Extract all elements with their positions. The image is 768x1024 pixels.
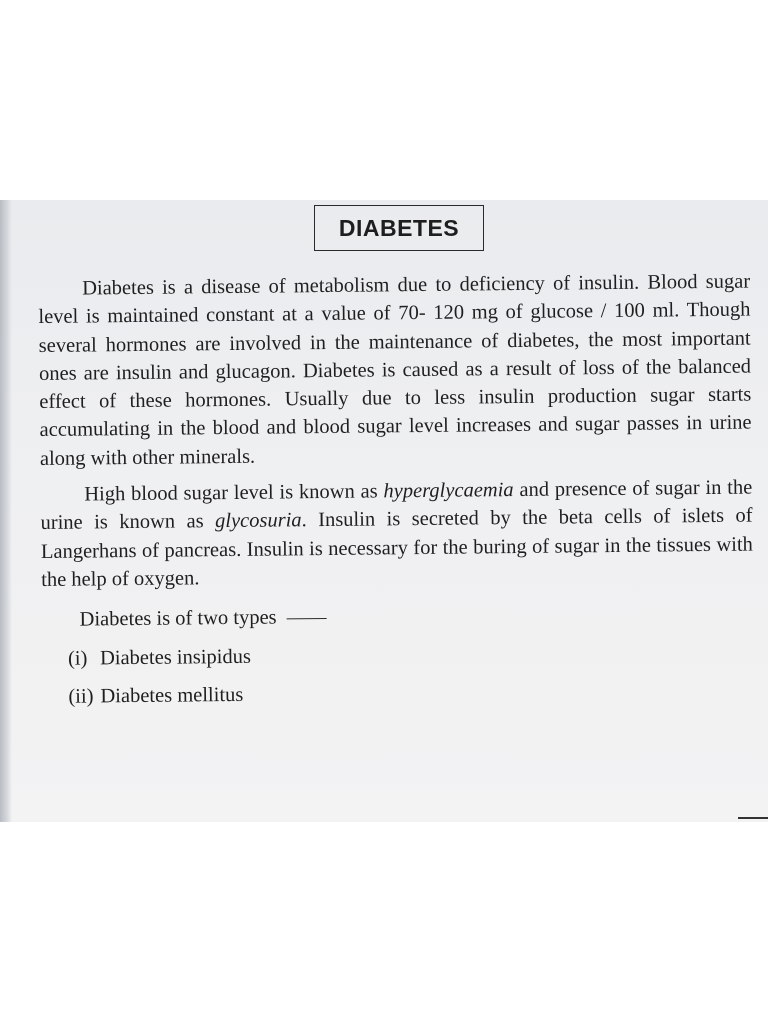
paragraph-1: Diabetes is a disease of metabolism due to deficiency of insulin. Blood sugar level is maintained constant at a value of 70- 120 mg of glucose / 100 ml. Though several hormones are involved in the maintenance of diabetes, the most important ones are insulin and glucagon. Diabetes is caused as a result of loss of the balanced effect of these hormones. Usually due to less insulin production sugar starts accumulating in the blood and blood sugar level increases and sugar passes in urine along with other minerals.: [38, 270, 752, 470]
list-item-label: Diabetes mellitus: [100, 683, 244, 708]
page-binding-shadow: [0, 200, 12, 822]
paragraph-2-part-c: . Insulin is secreted by the beta cells of islets of Langerhans of pancreas. Insulin is necessary for the buring of sugar in the tissues with the help of oxygen.: [40, 504, 753, 591]
list-marker: (i): [67, 647, 88, 670]
types-list: [42, 637, 755, 711]
types-intro-text: Diabetes is of two types: [79, 606, 277, 631]
title-box: [314, 205, 484, 251]
paragraph-2: [40, 474, 753, 595]
page-title: DIABETES: [338, 214, 460, 241]
term-glycosuria: glycosuria: [214, 509, 302, 533]
book-page: [0, 200, 768, 822]
list-marker: (ii): [68, 685, 94, 708]
list-item: [68, 675, 754, 710]
em-dash: [287, 618, 327, 619]
paragraph-2-part-b: and presence of sugar in the urine is known as: [40, 476, 753, 535]
body-text: [38, 268, 755, 712]
term-hyperglycaemia: hyperglycaemia: [383, 479, 514, 503]
list-item-label: Diabetes insipidus: [99, 645, 252, 669]
paragraph-2-part-a: High blood sugar level is known as: [84, 480, 384, 506]
list-item: [68, 637, 754, 672]
types-intro: [79, 599, 753, 634]
page-corner-mark: [738, 817, 768, 819]
